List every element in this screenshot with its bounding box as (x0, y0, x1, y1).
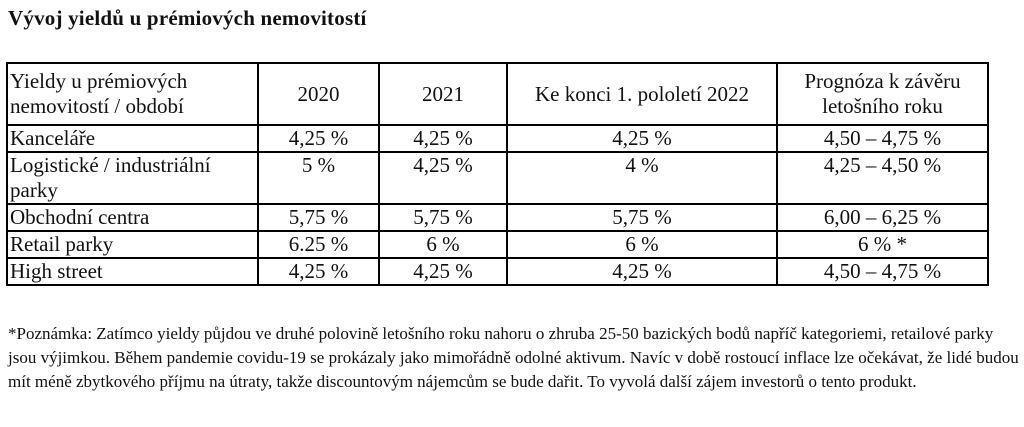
cell-forecast: 6,00 – 6,25 % (777, 204, 988, 231)
table-row (7, 231, 988, 258)
cell-2021: 4,25 % (379, 125, 507, 152)
table-header-row (7, 63, 988, 125)
cell-2020: 5 % (258, 152, 379, 204)
row-label: Retail parky (7, 231, 258, 258)
cell-h1-2022: 4 % (507, 152, 777, 204)
cell-forecast: 4,50 – 4,75 % (777, 125, 988, 152)
cell-2021: 4,25 % (379, 258, 507, 285)
cell-h1-2022: 4,25 % (507, 258, 777, 285)
row-label: Obchodní centra (7, 204, 258, 231)
row-label: Kanceláře (7, 125, 258, 152)
cell-forecast: 4,25 – 4,50 % (777, 152, 988, 204)
cell-2020: 5,75 % (258, 204, 379, 231)
yields-table (6, 62, 989, 286)
cell-2020: 4,25 % (258, 125, 379, 152)
cell-h1-2022: 6 % (507, 231, 777, 258)
cell-h1-2022: 5,75 % (507, 204, 777, 231)
header-h1-2022: Ke konci 1. pololetí 2022 (507, 63, 777, 125)
header-category: Yieldy u prémiových nemovitostí / období (7, 63, 258, 125)
table-row (7, 258, 988, 285)
cell-2021: 4,25 % (379, 152, 507, 204)
footnote: *Poznámka: Zatímco yieldy půjdou ve druhé polovině letošního roku nahoru o zhruba 25-50 bazických bodů napříč kategoriemi, retailové parky jsou výjimkou. Během pandemie covidu-19 se prokázaly jako mimořádně odolné aktivum. Navíc v době rostoucí inflace lze očekávat, že lidé budou mít méně zbytkového příjmu na útraty, takže discountovým nájemcům se bude dařit. To vyvolá další zájem investorů o tento produkt. (8, 324, 1019, 391)
row-label: High street (7, 258, 258, 285)
cell-2021: 6 % (379, 231, 507, 258)
table-row (7, 125, 988, 152)
cell-2021: 5,75 % (379, 204, 507, 231)
cell-h1-2022: 4,25 % (507, 125, 777, 152)
cell-2020: 6.25 % (258, 231, 379, 258)
header-2020: 2020 (258, 63, 379, 125)
cell-forecast: 6 % * (777, 231, 988, 258)
table-row (7, 152, 988, 204)
cell-2020: 4,25 % (258, 258, 379, 285)
document-title: Vývoj yieldů u prémiových nemovitostí (8, 6, 367, 30)
row-label: Logistické / industriální parky (7, 152, 258, 204)
cell-forecast: 4,50 – 4,75 % (777, 258, 988, 285)
header-forecast: Prognóza k závěru letošního roku (777, 63, 988, 125)
table-row (7, 204, 988, 231)
header-2021: 2021 (379, 63, 507, 125)
